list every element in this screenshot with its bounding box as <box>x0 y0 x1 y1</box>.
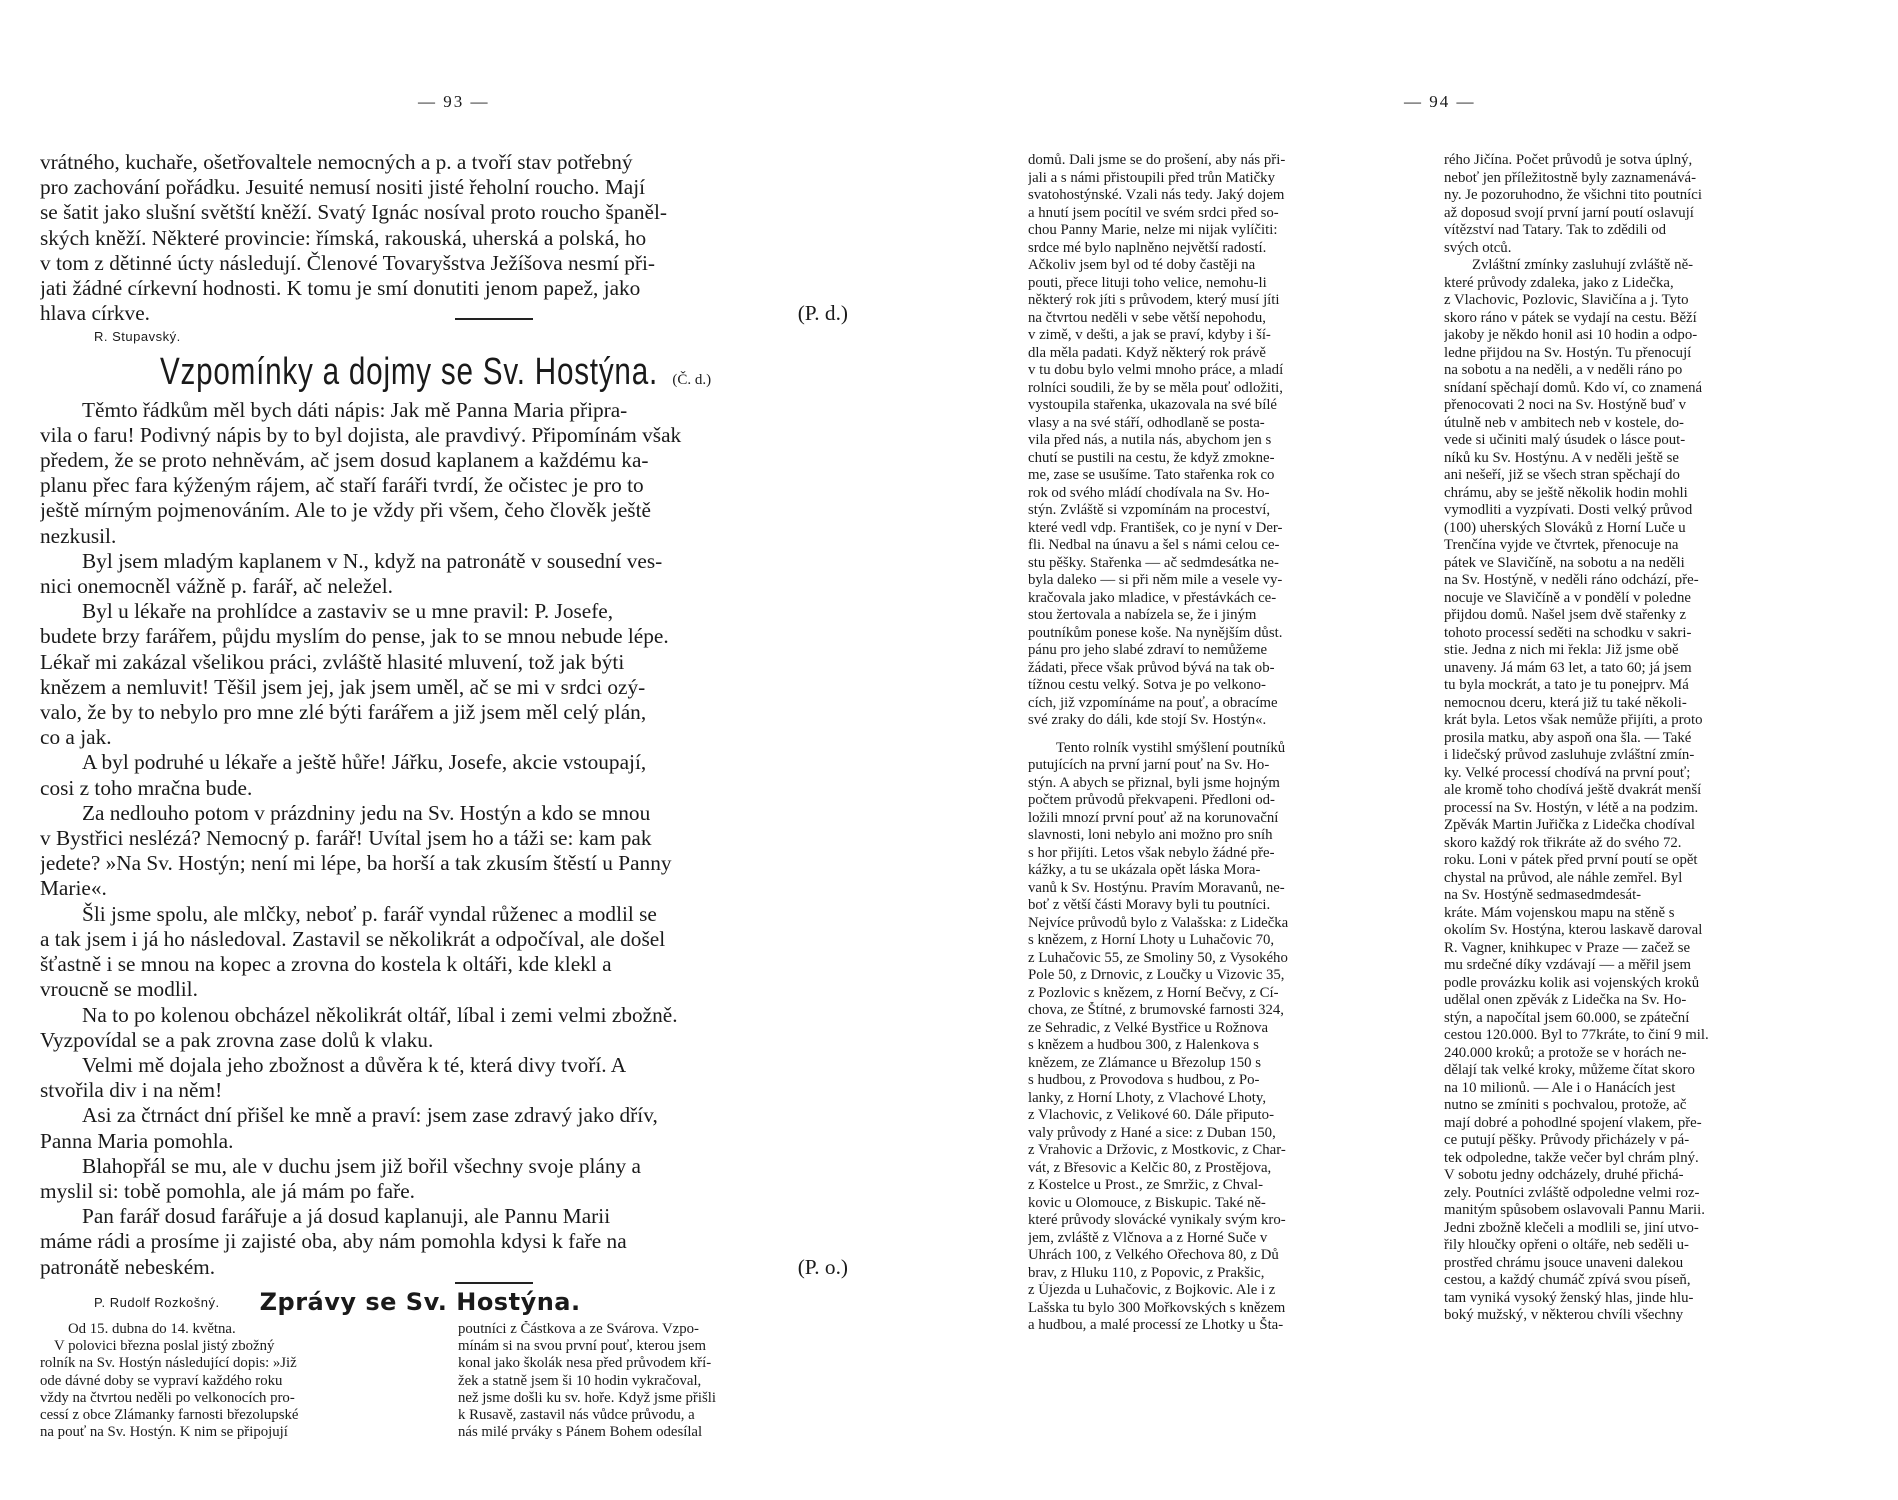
report-column <box>40 1321 440 1441</box>
text-line: Pole 50, z Drnovic, z Loučky u Vizovic 35, <box>1028 967 1285 983</box>
text-line: které průvody zdaleka, jako z Lidečka, <box>1444 274 1674 291</box>
intro-signature: (P. d.) <box>797 301 848 326</box>
text-line: stie. Jedna z nich mi řekla: Již jsme obě <box>1444 642 1679 658</box>
text-line: vila o faru! Podivný nápis by to byl dojista, ale pravdivý. Připomínám však <box>40 422 682 447</box>
text-line: brav, z Hluku 110, z Popovic, z Prakšic, <box>1028 1264 1265 1281</box>
text-line: na Sv. Hostýně sedmasedmdesát- <box>1444 887 1642 903</box>
article-title: Zprávy se Sv. Hostýna. <box>259 1287 581 1316</box>
text-line: z Vlachovic, Pozlovic, Slavičína a j. Tyto <box>1444 292 1689 308</box>
text-line: jem, zvláště z Vlčnova a z Horné Suče v <box>1028 1229 1268 1246</box>
paragraph <box>40 599 888 750</box>
text-line: jali a s námi přistoupili před trůn Matičky <box>1028 169 1275 186</box>
text-line: některý rok jíti s průvodem, který musí jíti <box>1028 292 1280 308</box>
intro-text <box>40 150 888 326</box>
text-line: tu byla mockrát, a tato je tu ponejprv. Má <box>1444 677 1689 693</box>
text-line: cosi z toho mračna bude. <box>40 775 253 800</box>
article-body <box>40 398 888 1280</box>
text-line: stou žertovala a nabízela se, že i jiným <box>1028 607 1257 623</box>
text-line: boký mužský, v některou chvíli všechny <box>1444 1307 1684 1323</box>
text-line: 240.000 kroků; a protože se v horách ne- <box>1444 1044 1687 1061</box>
text-line: V polovici března poslal jistý zbožný <box>54 1338 275 1355</box>
section-divider <box>455 1282 533 1284</box>
paragraph <box>40 1003 888 1053</box>
text-line: Byl jsem mladým kaplanem v N., když na patronátě v sousední ves- <box>82 548 663 573</box>
text-line: svých otců. <box>1444 239 1512 256</box>
text-line: Velmi mě dojala jeho zbožnost a důvěra k té, která divy tvoří. A <box>82 1052 627 1077</box>
text-line: vanů k Sv. Hostýnu. Pravím Moravanů, ne- <box>1028 879 1285 896</box>
text-line: stýn. A abych se přiznal, byli jsme hojným <box>1028 774 1280 791</box>
text-line: Šli jsme spolu, ale mlčky, neboť p. farář vyndal růženec a modlil se <box>82 901 657 926</box>
text-line: z Luhačovic 55, ze Smoliny 50, z Vysokého <box>1028 949 1288 966</box>
text-line: podle provázku kolik asi vojenských kroků <box>1444 974 1700 991</box>
text-line: ny. Je pozoruhodno, že všichni tito poutníci <box>1444 187 1702 203</box>
text-line: vždy na čtvrtou neděli po velkonocích pro- <box>40 1389 295 1406</box>
text-line: chou Panny Marie, nelze mi nijak vylíčiti: <box>1028 222 1278 238</box>
text-line: rolník na Sv. Hostýn následující dopis: »Již <box>40 1355 297 1372</box>
text-line: valy průvody z Hané a sice: z Duban 150, <box>1028 1124 1276 1141</box>
text-line: na sobotu a na neděli, a v neděli ráno po <box>1444 362 1683 378</box>
text-line: ky. Velké processí chodívá na první pouť; <box>1444 764 1691 781</box>
text-line: rolníci soudili, že by se měla pouť odložiti, <box>1028 379 1283 396</box>
text-line: se šatit jako slušní světští kněží. Svatý Ignác nosíval proto roucho španěl- <box>40 200 667 225</box>
text-line: k Rusavě, zastavil nás vůdce průvodu, a <box>458 1406 695 1423</box>
text-line: ložili mnozí první pouť až na korunovační <box>1028 809 1279 826</box>
paragraph <box>40 1053 888 1103</box>
right-page-column-2 <box>1444 152 1849 1325</box>
text-line: své zraky do dáli, kde stojí Sv. Hostýn«. <box>1028 712 1267 728</box>
text-line: a hnutí jsem pocítil ve svém srdci před so- <box>1028 204 1279 221</box>
right-page-column-1 <box>1028 152 1433 1335</box>
text-line: A byl podruhé u lékaře a ještě hůře! Jářku, Josefe, akcie vstoupají, <box>82 750 647 775</box>
text-line: vystoupila stařenka, ukazovala na své bílé <box>1028 397 1277 413</box>
article-signature: (P. o.) <box>797 1254 848 1279</box>
text-line: mají dobré a pohodlné spojení vlakem, pře- <box>1444 1114 1702 1131</box>
text-line: mínám si na svou první pouť, kterou jsem <box>458 1338 706 1355</box>
text-line: prostřed chrámu jsouce unaveni dalekou <box>1444 1254 1684 1271</box>
text-line: tohoto processí seděti na schodku v sakri- <box>1444 624 1692 641</box>
text-line: kážky, a tu se ukázala opět láska Mora- <box>1028 862 1261 878</box>
text-line: tek odpoledne, takže večer byl chrám plný. <box>1444 1149 1699 1166</box>
text-line: Těmto řádkům měl bych dáti nápis: Jak mě Panna Maria připra- <box>82 397 628 422</box>
text-line: ode dávné doby se vypraví každého roku <box>40 1372 283 1389</box>
text-line: kráte. Mám vojenskou mapu na stěně s <box>1444 904 1675 921</box>
paragraph <box>40 902 888 1003</box>
text-line: mu srdečné díky vzdávají — a měřil jsem <box>1444 957 1691 973</box>
text-line: planu přec fara kýženým rájem, ač staří faráři tvrdí, že očistec je pro to <box>40 473 644 498</box>
left-page-body <box>40 150 888 1441</box>
text-line: chrámu, aby se ještě několik hodin mohli <box>1444 484 1688 501</box>
text-line: stvořila div i na něm! <box>40 1078 223 1103</box>
text-line: nezkusil. <box>40 523 117 548</box>
text-line: jedete? »Na Sv. Hostýn; není mi lépe, ba horší a tak zkusím štěstí u Panny <box>40 851 672 876</box>
text-line: ledne přijdou na Sv. Hostýn. Tu přenocují <box>1444 344 1692 361</box>
text-line: skoro ráno v pátek se vydají na cestu. Běží <box>1444 309 1697 326</box>
text-line: ale kromě toho chodívá ještě dvakrát menší <box>1444 782 1702 798</box>
text-line: ještě mírným pojmenováním. Ale to je vždy při všem, čeho člověk ještě <box>40 498 651 523</box>
text-line: cestou, a každý chumáč zpívá svou píseň, <box>1444 1272 1691 1288</box>
paragraph <box>40 750 888 800</box>
text-line: Za nedlouho potom v prázdniny jedu na Sv. Hostýn a kdo se mnou <box>82 800 651 825</box>
text-line: pouti, přece lituji toho velice, nemohu-li <box>1028 274 1267 291</box>
text-line: s knězem a hudbou 300, z Halenkova s <box>1028 1037 1259 1053</box>
text-line: chystal na průvod, ale náhle zemřel. Byl <box>1444 869 1683 886</box>
text-line: unaveny. Já mám 63 let, a tato 60; já jsem <box>1444 659 1692 676</box>
text-line: nici onemocněl vážně p. farář, ač neležel. <box>40 574 393 599</box>
text-line: na čtvrtou neděli v sebe větší nepohodu, <box>1028 309 1266 326</box>
text-line: Panna Maria pomohla. <box>40 1128 234 1153</box>
text-line: vát, z Břesovic a Kelčic 80, z Prostějova, <box>1028 1159 1272 1176</box>
text-line: knězem, ze Zlámance u Březolup 150 s <box>1028 1054 1261 1071</box>
text-line: stu pěšky. Stařenka — ač sedmdesátka ne- <box>1028 554 1279 571</box>
text-line: cessí z obce Zlámanky farnosti březolupské <box>40 1406 299 1423</box>
text-line: Lašska tu bylo 300 Mořkovských s knězem <box>1028 1299 1286 1316</box>
text-line: Trenčína vyjde ve čtvrtek, přenocuje na <box>1444 537 1679 553</box>
text-line: na Sv. Hostýně, v neděli ráno odchází, pře- <box>1444 572 1699 588</box>
text-line: nocuje ve Slavičíně a v pondělí v poledne <box>1444 589 1691 606</box>
text-line: které vedl vdp. František, co je nyní v Der- <box>1028 519 1283 536</box>
text-line: processí na Sv. Hostýn, v létě a na podzim. <box>1444 799 1699 816</box>
text-line: krát byla. Letos však nemůže přijíti, a proto <box>1444 712 1703 728</box>
text-line: níků ku Sv. Hostýnu. A v neděli ještě se <box>1444 449 1679 466</box>
text-line: svatohostýnské. Vzali nás tedy. Jaký dojem <box>1028 187 1285 203</box>
text-line: a hudbou, a malé processí ze Lhotky u Šta- <box>1028 1317 1284 1333</box>
text-line: Asi za čtrnáct dní přišel ke mně a praví: jsem zase zdravý jako dřív, <box>82 1103 658 1128</box>
text-line: budete brzy farářem, půjdu myslím do pense, jak to se mnou nebude lépe. <box>40 624 669 649</box>
text-line: Marie«. <box>40 876 107 901</box>
text-line: fli. Nedbal na únavu a šel s námi celou ce- <box>1028 537 1280 553</box>
text-line: i lidečský průvod zasluhuje zvláštní zmín- <box>1444 747 1695 763</box>
text-line: domů. Dali jsme se do prošení, aby nás při- <box>1028 152 1286 168</box>
text-line: vede si učiniti malý úsudek o lásce pout- <box>1444 432 1686 448</box>
two-column-report <box>40 1321 888 1441</box>
continuation-mark: (Č. d.) <box>672 372 712 389</box>
text-line: rého Jičína. Počet průvodů je sotva úplný, <box>1444 152 1693 168</box>
text-line: vroucně se modlil. <box>40 977 198 1002</box>
text-line: chova, ze Štítné, z brumovské farnosti 324, <box>1028 1002 1285 1018</box>
text-line: co a jak. <box>40 725 112 750</box>
paragraph <box>40 1204 888 1280</box>
text-line: boť z větší části Moravy byli tu poutníci. <box>1028 897 1271 913</box>
text-line: udělal onen zpěvák z Lidečka na Sv. Ho- <box>1444 992 1687 1008</box>
text-line: dělají tak velké kroky, můžeme čítat skoro <box>1444 1062 1695 1078</box>
text-line: putujících na první jarní pouť na Sv. Ho- <box>1028 757 1270 773</box>
text-line: Vyzpovídal se a pak zrovna zase dolů k vlaku. <box>40 1027 434 1052</box>
text-line: tížnou cestu velký. Sotva je po velkono- <box>1028 677 1266 693</box>
text-line: lanky, z Horní Lhoty, z Vlachové Lhoty, <box>1028 1089 1267 1106</box>
paragraph <box>40 1154 888 1204</box>
right-page-number: — 94 — <box>1404 92 1476 111</box>
text-line: myslil si: tobě pomohla, ale já mám po faře. <box>40 1178 415 1203</box>
text-line: jati žádné církevní hodnosti. K tomu je smí donutiti jenom papež, jako <box>40 276 641 301</box>
text-line: z Kostelce u Prost., ze Smržic, z Chval- <box>1028 1177 1264 1193</box>
text-line: ze Sehradic, z Velké Bystřice u Rožnova <box>1028 1019 1269 1036</box>
text-line: šťastně i se mnou na kopec a zrovna do kostela k oltáři, kde klekl a <box>40 952 612 977</box>
text-line: slavnosti, loni nebylo ani možno pro sníh <box>1028 827 1273 843</box>
report-column <box>458 1321 858 1441</box>
text-line: pro zachování pořádku. Jesuité nemusí nositi jisté řeholní roucho. Mají <box>40 175 646 200</box>
text-line: kovic u Olomouce, z Biskupic. Také ně- <box>1028 1194 1266 1211</box>
text-line: ských kněží. Některé provincie: římská, rakouská, uherská a polská, ho <box>40 225 647 250</box>
article-author: P. Rudolf Rozkošný. <box>94 1294 220 1310</box>
text-line: Na to po kolenou obcházel několikrát oltář, líbal i zemi velmi zbožně. <box>82 1002 678 1027</box>
text-line: s knězem, z Horní Lhoty u Luhačovic 70, <box>1028 932 1275 948</box>
text-line: až doposud svojí první jarní poutí oslavují <box>1444 204 1694 221</box>
text-line: přenocovati 2 noci na Sv. Hostýně buď v <box>1444 397 1687 413</box>
text-line: stýn, a napočítal jsem 60.000, se zpáteční <box>1444 1009 1690 1026</box>
paragraph <box>40 1103 888 1153</box>
article-author: R. Stupavský. <box>94 329 181 345</box>
text-line: z Vlachovic, z Velikové 60. Dále připuto- <box>1028 1107 1274 1123</box>
paragraph-gap <box>1028 730 1433 740</box>
text-line: předem, že se proto nehněvám, ač jsem dosud kaplanem a každému ka- <box>40 448 649 473</box>
text-line: cestou 120.000. Byl to 77kráte, to činí 9 mil. <box>1444 1027 1709 1043</box>
text-line: nás milé prváky s Pánem Bohem odesílal <box>458 1424 703 1441</box>
text-line: knězem a nemluvit! Těšil jsem jej, jak jsem uměl, ač se mi v srdci ozý- <box>40 674 646 699</box>
text-line: počtem průvodů překvapeni. Předloni od- <box>1028 792 1275 808</box>
article-title: Vzpomínky a dojmy se Sv. Hostýna. <box>160 350 658 393</box>
text-line: patronátě nebeském. <box>40 1254 216 1279</box>
text-line: než jsme došli ku sv. hoře. Když jsme přišli <box>458 1389 716 1406</box>
text-line: vymodliti a vyzpívati. Dosti velký průvod <box>1444 502 1693 518</box>
text-line: valo, že by to nebylo pro mne zlé býti farářem a již jsem měl celý plán, <box>40 700 647 725</box>
text-line: R. Vagner, knihkupec v Praze — začež se <box>1444 939 1691 956</box>
text-line: pátek ve Slavičíně, na sobotu a na neděli <box>1444 554 1685 571</box>
text-line: z Pozlovic s knězem, z Horní Bečvy, z Cí- <box>1028 984 1279 1001</box>
text-line: v tom z dětinné úcty následují. Členové Tovaryšstva Ježíšova nesmí při- <box>40 250 655 275</box>
text-line: s hudbou, z Provodova s hudbou, z Po- <box>1028 1072 1260 1088</box>
text-line: manitým spůsobem oslavovali Pannu Marii. <box>1444 1202 1705 1218</box>
text-line: cích, již vzpomínáme na pouť, a obracíme <box>1028 694 1278 711</box>
text-line: máme rádi a prosíme ji zajisté oba, aby nám pomohla kdysi k faře na <box>40 1229 627 1254</box>
text-line: Tento rolník vystihl smýšlení poutníků <box>1056 739 1286 756</box>
text-line: ani nešeří, již se všech stran spěchají do <box>1444 467 1680 483</box>
text-line: neboť jen příležitostně byly zaznamenává- <box>1444 169 1697 186</box>
text-line: řily hloučky opřeni o oltáře, neb seděli u- <box>1444 1237 1689 1253</box>
text-line: z Vrahovic a Držovic, z Mostkovic, z Char- <box>1028 1142 1286 1158</box>
text-line: s hor přijíti. Letos však nebylo žádné pře- <box>1028 844 1275 861</box>
text-line: Byl u lékaře na prohlídce a zastaviv se u mne pravil: P. Josefe, <box>82 599 614 624</box>
text-line: jakoby je někdo honil asi 10 hodin a odpo- <box>1444 327 1698 343</box>
text-line: z Újezda u Luhačovic, z Bojkovic. Ale i z <box>1028 1282 1276 1298</box>
text-line: žek a statně jsem ši 10 hodin vykračoval, <box>458 1372 702 1389</box>
text-line: na pouť na Sv. Hostýn. K nim se připojují <box>40 1424 288 1441</box>
text-line: srdce mé bylo naplněno největší radostí. <box>1028 239 1267 256</box>
text-line: na 10 milionů. — Ale i o Hanácích jest <box>1444 1079 1676 1096</box>
text-line: žádati, přece však průvod bývá na tak ob- <box>1028 659 1275 676</box>
text-line: pánu pro jeho slabé zdraví to nemůžeme <box>1028 642 1268 658</box>
text-line: prosila matku, aby aspoň ona šla. — Také <box>1444 729 1692 746</box>
text-line: zely. Poutníci zvláště odpoledne velmi roz- <box>1444 1184 1700 1201</box>
text-line: dla měla padati. Když některý rok právě <box>1028 344 1266 361</box>
text-line: nutno se zmíniti s pochvalou, protože, ač <box>1444 1097 1687 1113</box>
text-line: poutníci z Částkova a ze Svárova. Vzpo- <box>458 1320 699 1337</box>
paragraph <box>40 398 888 549</box>
text-line: chutí se pustili na cestu, že když zmokne- <box>1028 449 1275 466</box>
text-line: Lékař mi zakázal všelikou práci, zvláště hlasité mluvení, tož jak býti <box>40 649 625 674</box>
text-line: přijdou domů. Našel jsem dvě stařenky z <box>1444 607 1687 623</box>
text-line: v Bystřici neslézá? Nemocný p. farář! Uvítal jsem ho a táži se: kam pak <box>40 826 652 851</box>
text-line: Jedni zbožně klečeli a modlili se, jiní utvo- <box>1444 1219 1699 1236</box>
text-line: konal jako školák nesa před průvodem kří- <box>458 1355 712 1372</box>
text-line: Zpěvák Martin Juřička z Lidečka chodíval <box>1444 817 1696 833</box>
text-line: Nejvíce průvodů bylo z Valašska: z Lidečka <box>1028 914 1289 931</box>
text-line: vrátného, kuchaře, ošetřovaltele nemocných a p. a tvoří stav potřebný <box>40 150 633 174</box>
text-line: v zimě, v dešti, a jak se praví, kdyby i ší- <box>1028 327 1271 343</box>
text-line: skoro každý rok třikráte až do svého 72. <box>1444 834 1682 851</box>
text-line: Ačkoliv jsem byl od té doby častěji na <box>1028 257 1256 273</box>
text-line: Od 15. dubna do 14. května. <box>68 1320 236 1337</box>
text-line: stýn. Zvláště si vzpomínám na proceství, <box>1028 502 1271 518</box>
text-line: které průvody slovácké vynikaly svým kro- <box>1028 1212 1286 1228</box>
text-line: roku. Loni v pátek před první poutí se opět <box>1444 852 1698 868</box>
text-line: tam vyniká vysoký ženský hlas, jinde hlu- <box>1444 1289 1694 1306</box>
text-line: byla daleko — si při něm mile a vesele vy- <box>1028 572 1283 588</box>
text-line: a tak jsem i já ho následoval. Zastavil se několikrát a odpočíval, ale došel <box>40 926 666 951</box>
text-line: rok od svého mládí chodívala na Sv. Ho- <box>1028 484 1270 501</box>
text-line: kračovala jako mladice, v přestávkách ce- <box>1028 589 1277 606</box>
paragraph <box>40 801 888 902</box>
text-line: okolím Sv. Hostýna, kterou laskavě daroval <box>1444 922 1703 938</box>
text-line: vila před nás, a nutila nás, abychom jen s <box>1028 432 1272 448</box>
text-line: me, zase se usušíme. Tato stařenka rok co <box>1028 467 1275 483</box>
text-line: vítězství nad Tatary. Tak to zdědili od <box>1444 222 1667 238</box>
text-line: hlava církve. <box>40 301 150 326</box>
section-divider <box>455 318 533 320</box>
text-line: vlasy a na své stáří, odhodlaně se posta- <box>1028 414 1265 431</box>
text-line: nemocnou dceru, která již tu také několi- <box>1444 694 1687 711</box>
text-line: poutníkům ponese koše. Na nynějším důst. <box>1028 624 1283 641</box>
text-line: ce putují pěšky. Průvody přicházely v pá- <box>1444 1132 1690 1148</box>
left-page-number: — 93 — <box>418 92 490 111</box>
text-line: V sobotu jedny odcházely, druhé přichá- <box>1444 1167 1684 1183</box>
text-line: útulně neb v ambitech neb v kostele, do- <box>1444 414 1684 431</box>
text-line: Zvláštní zmínky zasluhují zvláště ně- <box>1472 257 1694 273</box>
text-line: Pan farář dosud farářuje a já dosud kaplanuji, ale Pannu Marii <box>82 1204 611 1229</box>
text-line: Blahopřál se mu, ale v duchu jsem již bořil všechny svoje plány a <box>82 1153 641 1178</box>
text-line: Uhrách 100, z Velkého Ořechova 80, z Dů <box>1028 1247 1279 1263</box>
paragraph <box>40 549 888 599</box>
text-line: snídaní spěchají domů. Kdo ví, co znamená <box>1444 379 1703 396</box>
text-line: v tu dobu bylo velmi mnoho práce, a mladí <box>1028 362 1284 378</box>
text-line: (100) uherských Slováků z Horní Luče u <box>1444 519 1686 536</box>
